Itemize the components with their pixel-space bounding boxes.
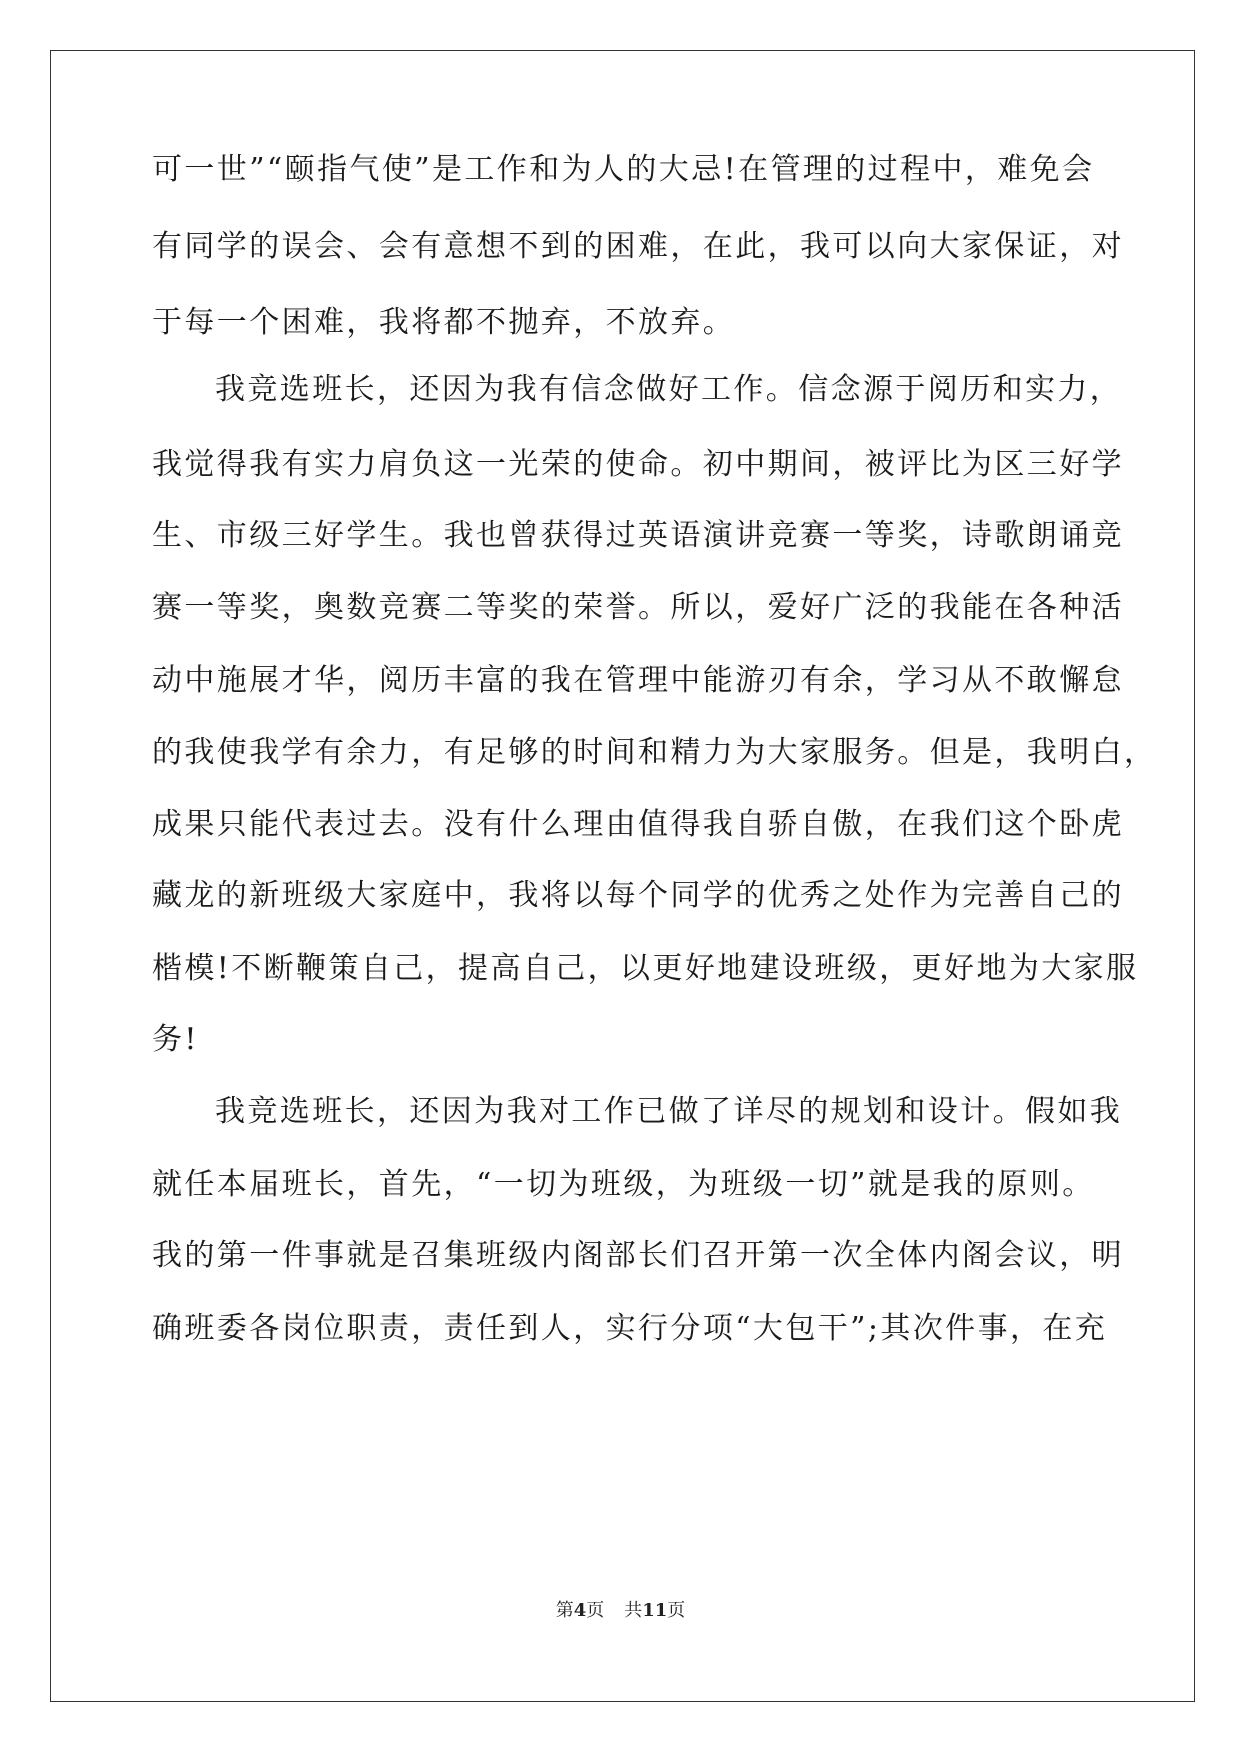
- footer-total-suffix: 页: [667, 1600, 686, 1621]
- body-line: 就任本届班长，首先，“一切为班级，为班级一切”就是我的原则。: [152, 1167, 1095, 1202]
- body-line: 我觉得我有实力肩负这一光荣的使命。初中期间，被评比为区三好学: [152, 447, 1124, 482]
- body-line: 成果只能代表过去。没有什么理由值得我自骄自傲，在我们这个卧虎: [152, 807, 1124, 842]
- body-line: 有同学的误会、会有意想不到的困难，在此，我可以向大家保证，对: [152, 229, 1124, 264]
- body-line: 务!: [152, 1022, 199, 1057]
- footer-page-suffix: 页: [586, 1600, 605, 1621]
- body-line: 我竞选班长，还因为我有信念做好工作。信念源于阅历和实力，: [215, 372, 1123, 407]
- body-line: 于每一个困难，我将都不抛弃，不放弃。: [152, 305, 736, 340]
- footer-page-number: 4: [573, 1600, 587, 1621]
- footer-page-prefix: 第: [555, 1600, 574, 1621]
- body-line: 赛一等奖，奥数竞赛二等奖的荣誉。所以，爱好广泛的我能在各种活: [152, 590, 1124, 625]
- body-line: 确班委各岗位职责，责任到人，实行分项“大包干”;其次件事，在充: [152, 1311, 1108, 1346]
- footer-total-prefix: 共: [624, 1600, 643, 1621]
- footer-total-pages: 11: [642, 1600, 668, 1621]
- page-footer: [0, 1596, 1241, 1622]
- body-line: 藏龙的新班级大家庭中，我将以每个同学的优秀之处作为完善自己的: [152, 878, 1124, 913]
- body-line: 的我使我学有余力，有足够的时间和精力为大家服务。但是，我明白，: [152, 735, 1157, 770]
- body-line: 楷模!不断鞭策自己，提高自己，以更好地建设班级，更好地为大家服: [152, 951, 1139, 986]
- body-line: 我的第一件事就是召集班级内阁部长们召开第一次全体内阁会议，明: [152, 1238, 1124, 1273]
- body-line: 可一世”“颐指气使”是工作和为人的大忌!在管理的过程中，难免会: [152, 152, 1095, 187]
- body-line: 动中施展才华，阅历丰富的我在管理中能游刃有余，学习从不敢懈怠: [152, 663, 1124, 698]
- body-line: 我竞选班长，还因为我对工作已做了详尽的规划和设计。假如我: [215, 1094, 1123, 1129]
- body-line: 生、市级三好学生。我也曾获得过英语演讲竞赛一等奖，诗歌朗诵竞: [152, 518, 1124, 553]
